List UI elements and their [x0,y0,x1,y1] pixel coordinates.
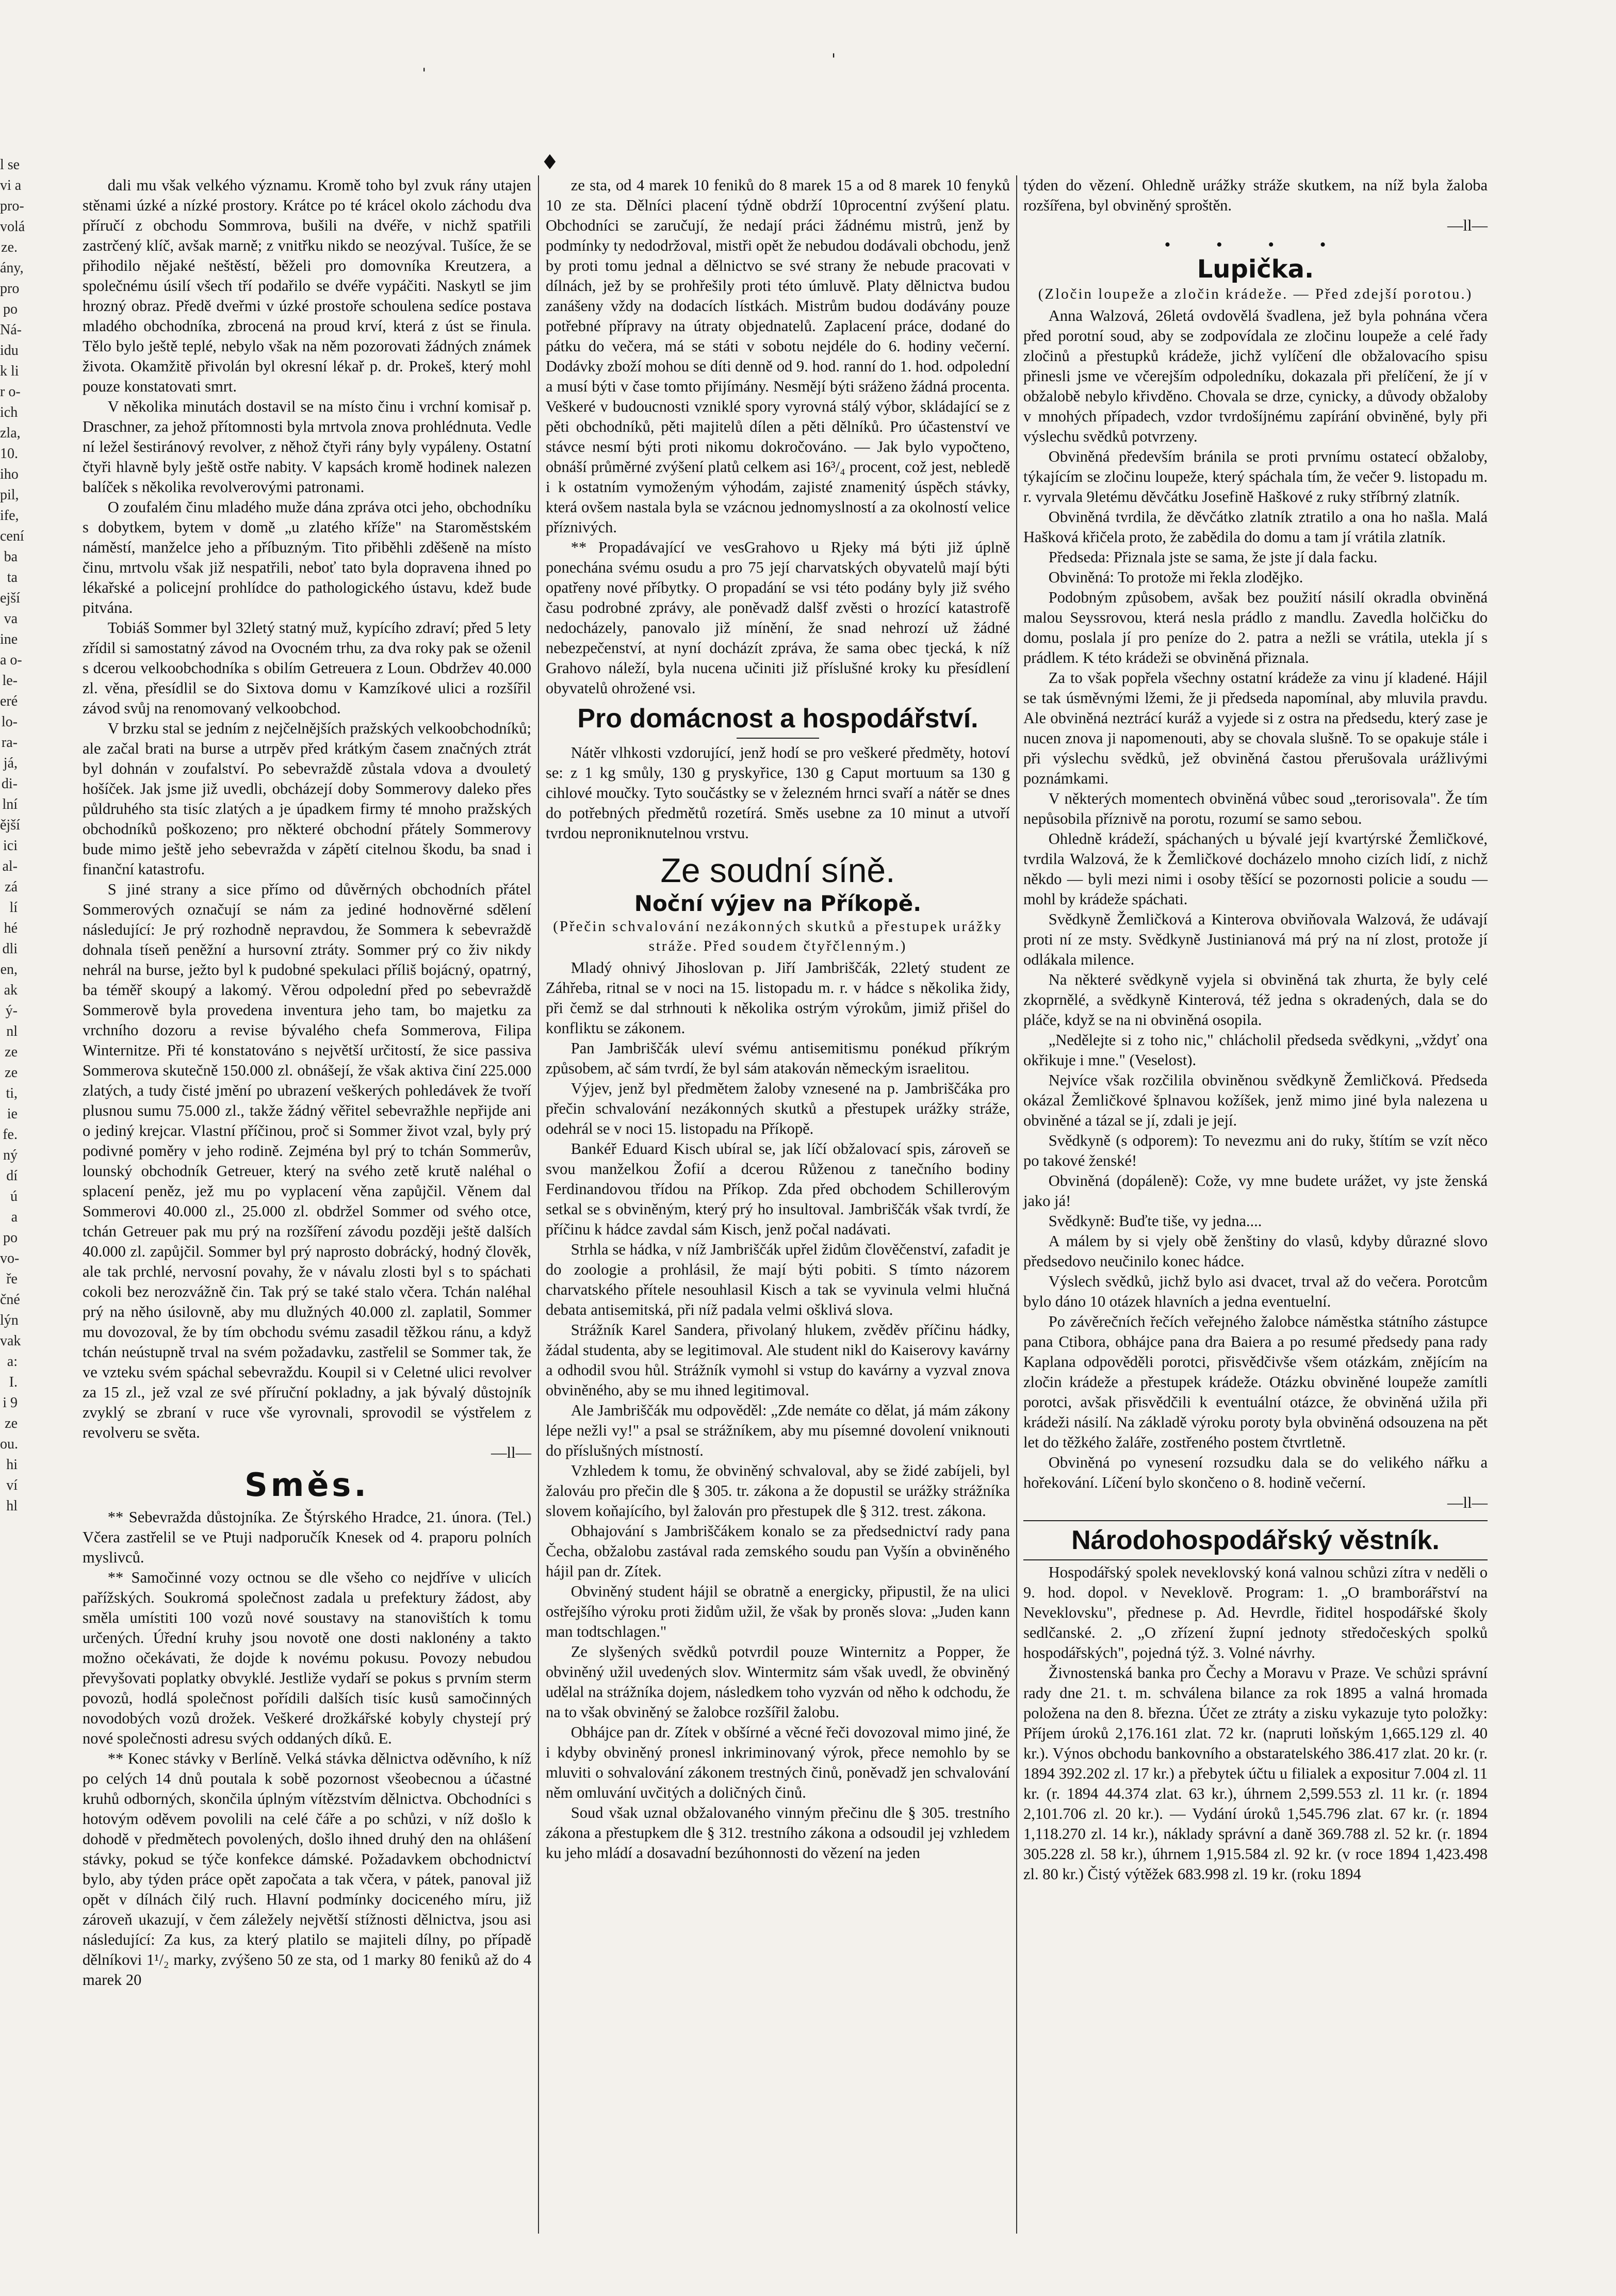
edge-fragment: a: [7,1354,18,1370]
court-paragraph: Mladý ohnivý Jihoslovan p. Jiří Jambriščák, 22letý student ze Záhřeba, ritnal se v noci na 15. listopadu m. r. v hádce s několika židy, při čemž se dal strhnouti k několika ostrým výrokům, jimiž přišel do konfliktu se zákonem. [546,959,1010,1037]
edge-fragment: ejší [0,590,20,606]
household-heading: Pro domácnost a hospodářství. [577,704,978,734]
column-divider-1 [538,175,539,2234]
lupicka-paragraph: A málem by si vjely obě ženštiny do vlasů, kdyby důrazné slovo předsedovo neučinilo konec hádce. [1023,1232,1488,1270]
edge-fragment: i 9 [3,1395,18,1411]
edge-fragment: ie [7,1106,18,1122]
edge-fragment: dli [2,941,18,957]
edge-fragment: ba [4,549,18,565]
edge-fragment: vo- [0,1250,20,1266]
economy-paragraph: Hospodářský spolek neveklovský koná valnou schůzi zítra v neděli o 9. hod. dopol. v Neveklově. Program: 1. „O bramborářství na Neveklovsku", přednese p. Ad. Hevrdle, řiditel hospodářské školy sedlčanské. 2. „O zřízení župní jednoty středočeských spolků hospodářských", pojedná týž. 3. Volné návrhy. [1023,1564,1488,1662]
edge-fragment: cení [0,528,24,544]
adjacent-page-edge [0,155,25,1960]
lupicka-paragraph: Ohledně krádeží, spáchaných u bývalé její kvartýrské Žemličkové, tvrdila Walzová, že k Žemličkové docházelo mnoho cizích lidí, z nichž někdo — byli mezi nimi i osoby těšící se pozornosti policie a soudu — mohl by krádeže spáchati. [1023,830,1488,908]
court-paragraph: Bankéř Eduard Kisch ubíral se, jak líčí obžalovací spis, zároveň se svou manželkou Žofií a dcerou Růženou z tanečního bodiny Ferdinandovou třídou na Příkop. Zda před obchodem Schillerovým setkal se s obviněným, který prý ho insultoval. Jambriščák však tvrdí, že příčinu k hádce zavdal sám Kisch, jenž počal nadávati. [546,1140,1010,1238]
lupicka-paragraph: Svědkyně: Buďte tiše, vy jedna.... [1048,1212,1262,1230]
edge-fragment: ány, [0,260,24,276]
edge-fragment: pil, [0,487,19,503]
lupicka-paragraph: Předseda: Přiznala jste se sama, že jste jí dala facku. [1048,548,1378,566]
col1-paragraph: O zoufalém činu mladého muže dána zpráva otci jeho, obchodníku s dobytkem, bytem v domě „u zlatého kříže" na Staroměstském náměstí, manželce jeho a příbuzným. Tito přiběhli zděšeně na místo činu, mrtvolu však již nespatřili, neboť tato byla dopravena ihned po lékařské a policejní prohlídce do pathologického ústavu, kdež bude pitvána. [83,498,531,616]
separator-dots: • • • • [1164,235,1347,254]
edge-fragment: pro [0,281,20,297]
edge-fragment: lo- [1,714,18,730]
col1-paragraph: Tobiáš Sommer byl 32letý statný muž, kypícího zdraví; před 5 lety zřídil si samostatný závod na Ovocném trhu, za dva roky pak se oženil s dcerou velkoobchodníka s obilím Getreuera z Loun. Obdržev 40.000 zl. věna, přesídlil se do Sixtova domu v Kamzíkové ulici a rozšířil závod svůj na renomovaný velkoobchod. [83,619,531,717]
column-divider-2 [1016,175,1017,2234]
edge-fragment: l se [0,157,20,173]
edge-fragment: ře [6,1271,18,1287]
edge-fragment: ější [0,817,20,833]
court-subtitle: Noční výjev na Příkopě. [634,891,922,916]
lupicka-paragraph: Obviněná (dopáleně): Cože, vy mne budete urážet, vy jste ženská jako já! [1023,1172,1488,1210]
edge-fragment: ti, [6,1085,18,1101]
edge-fragment: lní [2,796,18,812]
edge-fragment: čné [0,1292,20,1308]
lupicka-paragraph: Výslech svědků, jichž bylo asi dvacet, trval až do večera. Porotcům bylo dáno 10 otázek hlavních a jedna eventuelní. [1023,1273,1488,1310]
edge-fragment: ze. [1,239,18,255]
edge-fragment: hl [6,1498,18,1514]
edge-fragment: di- [1,776,18,792]
edge-fragment: ví [6,1477,18,1493]
court-paragraph: Obviněný student hájil se obratně a energicky, připustil, že na ulici ostřejšího výroku proti židům užil, že však by proněs slova: „Juden kann man todtschlagen." [546,1583,1010,1640]
edge-fragment: le- [2,673,18,689]
edge-fragment: ra- [1,735,18,751]
edge-fragment: idu [0,343,19,359]
court-paragraph: Obhájce pan dr. Zítek v obšírné a věcné řeči dovozoval mimo jiné, že i kdyby obviněný pronesl inkriminovaný výrok, přece nemohlo by se mluviti o sohvalování zákonem trestných činů, poněvadž jen schvalování něm omluvání uvčitých a doličných činů. [546,1723,1010,1801]
edge-fragment: vak [0,1333,21,1349]
edge-fragment: nl [6,1023,18,1039]
smes-heading: Směs. [244,1466,369,1504]
edge-fragment: r o- [0,384,21,400]
economy-heading: Národohospodářský věstník. [1023,1520,1488,1560]
edge-fragment: ich [0,404,18,420]
col2-paragraph: ze sta, od 4 marek 10 feniků do 8 marek 15 a od 8 marek 10 fenyků 10 ze sta. Dělníci placení týdně obdrží 10procentní zvýšení platu. Obchodníci se zaručují, že nedají práci žádnému mistrů, jenž by podmínky ty nedodržoval, mistři opět že nebudou dodávali obchodu, jenž by proti tomu jednal a dělnictvo se své strany že nebude pracovati v dílnách, jež by se prohřešily proti této úmluvě. Platy dělnictva budou zanášeny vždy na dodacích lístkách. Mistrům budou dodávány pouze potřebné přípravy na útraty objednatelů. Zaplacení práce, dodané do pátku do večera, má se státi v sobotu nejdéle do 6. hodiny večerní. Dodávky zboží mohou se díti denně od 9. hod. ranní do 1. hod. odpolední a musí býti v čase tomto přijímány. Nesmějí býti sráženo žádná procenta. Veškeré v budoucnosti vzniklé spory vyrovná stálý výbor, skládající se z pěti obchodníků, pěti majitelů dílen a pěti dělníků. Pro účastenství ve stávce nesmí býti proti nikomu dokročováno. — Jak bylo vypočteno, obnáší průměrné zvýšení platů celkem asi 16³/₄ procent, což jest, nebledě i k ostatním vymoženým výhodám, zajisté znamenitý úspěch stávky, která ovšem nastala byla se vzácnou jednomyslností a za okolností velice příznivých. [546,176,1010,536]
col1-paragraph: V brzku stal se jedním z nejčelnějších pražských velkoobchodníků; ale začal brati na burse a utrpěv před krátkým časem značných ztrát byl dohnán v zoufalství. Po sebevraždě zůstala vdova a dvouletý hošíček. Jak jsme již uvedli, obcházejí doby Sommerovy daleko přes půldruhého sta tisíc zlatých a je úpadkem firmy té mnoho pražských obchodníků poškozeno; pro některé obchodní přátely Sommerovy bude mimo ještě jeho sebevražda v zápětí citelnou škodu, ba snad i finanční katastrofu. [83,720,531,878]
edge-fragment: Ná- [0,322,22,338]
court-paragraph: Strhla se hádka, v níž Jambriščák upřel židům člověčenství, zafadit je do zoologie a prohlásil, že mají býti pobiti. S tímto názorem charvatského přítele nesouhlasil Kisch a tak se vyvinula velmi hlučná debata antisemitská, při níž padala velmi ošklivá slova. [546,1241,1010,1318]
lupicka-heading: Lupička. [1197,255,1314,284]
court-paragraph: Pan Jambriščák uleví svému antisemitismu ponékud příkrým způsobem, ač sám tvrdí, že byl sám atakován německým israelitou. [546,1039,1010,1077]
court-paragraph: Ale Jambriščák mu odpověděl: „Zde nemáte co dělat, já mám zákony lépe nežli vy!" a psal se strážníkem, aby mu písemné dovolení vniknouti do příslušných místností. [546,1402,1010,1459]
edge-fragment: zá [5,879,18,895]
edge-fragment: I. [9,1374,18,1390]
page-mark-top-center: ' [831,51,836,69]
edge-fragment: zla, [0,425,21,441]
edge-fragment: hi [6,1457,18,1473]
lupicka-paragraph: „Nedělejte si z toho nic," chlácholil předseda svědkyni, „vždyť ona okřikuje i mne." (Veselost). [1023,1031,1488,1069]
smes-paragraph: ** Sebevražda důstojníka. Ze Štýrského Hradce, 21. února. (Tel.) Včera zastřelil se ve Ptuji nadporučík Knesek od 4. praporu polních myslivců. [83,1508,531,1566]
lupicka-paragraph: Obviněná: To protože mi řekla zlodějko. [1048,568,1303,586]
lupicka-paragraph: Obviněná tvrdila, že děvčátko zlatník ztratilo a ona ho našla. Malá Hašková křičela proto, že zabědila do domu a tam jí vrátila zlatník. [1023,508,1488,546]
edge-fragment: ze [5,1065,18,1081]
lupicka-paragraph: Svědkyně Žemličková a Kinterova obviňovala Walzová, že udávají proti ní ze msty. Svědkyně Justinianová má prý na ní zlost, protože jí odlákala milence. [1023,910,1488,968]
economy-paragraph: Živnostenská banka pro Čechy a Moravu v Praze. Ve schůzi správní rady dne 21. t. m. schválena bilance za rok 1895 a valná hromada položena na den 8. března. Účet ze ztráty a zisku vykazuje tyto položky: Příjem úroků 2,176.161 zlat. 72 kr. (napruti loňským 1,665.129 zl. 40 kr.). Výnos obchodu bankovního a obstaratelského 386.417 zlat. 20 kr. (r. 1894 392.202 zl. 17 kr.) a přebytek účtu u filialek a expositur 7.004 zl. 11 kr. (r. 1894 44.374 zlat. 63 kr.), úhrnem 2,599.553 zl. 11 kr. (r. 1894 2,101.706 zl. 20 kr.). — Vydání úroků 1,545.796 zlat. 67 kr. (r. 1894 1,118.270 zl. 14 kr.), náklady správní a daně 369.788 zl. 52 kr. (r. 1894 305.228 zl. 58 kr.), úhrnem 1,915.584 zl. 92 kr. (v roce 1894 1,423.498 zl. 80 kr.) Čistý výtěžek 683.998 zl. 19 kr. (roku 1894 [1023,1664,1488,1883]
edge-fragment: vi a [0,177,22,193]
edge-fragment: eré [0,693,18,709]
edge-fragment: k li [0,363,19,379]
edge-fragment: pro- [0,198,24,214]
edge-fragment: en, [0,962,18,978]
lupicka-paragraph: Za to však popřela všechny ostatní krádeže za vinu jí kladené. Hájil se tak úsměvnými lžemi, že ji předseda napomínal, aby mluvila pravdu. Ale obviněná neztrácí kuráž a vyjede si z ostra na předsedu, který zase je nucen znova ji napomenouti, aby se chovala slušně. To se opakuje stále i při výslechu svědků, jež obviněná častou přerušovala urážlivými poznámkami. [1023,669,1488,787]
court-article [546,958,1010,1863]
edge-fragment: já, [3,755,18,771]
lupicka-paragraph: Na některé svědkyně vyjela si obviněná tak zhurta, že byly celé zkoprnělé, a svědkyně Kinterová, též jedna s okradených, dala se do pláče, když se na ni obviněná osopila. [1023,971,1488,1029]
edge-fragment: volá [0,219,25,235]
lupicka-paragraph: Anna Walzová, 26letá ovdovělá švadlena, jež byla pohnána včera před porotní soud, aby se zodpovídala ze zločinu loupeže a celé řady zločinů a přestupků krádeže, jichž vylíčení dle obžalovacího spisu přinesli jsme ve včerejším odpoledníku, dokazala při přelíčení, že jí v obžalobě nebylo křivděno. Chovala se drze, cynicky, a důvody obžaloby v mnohých případech, vzdor tvrdošíjnému zapírání obviněné, byly při výslechu svědků potvrzeny. [1023,307,1488,445]
col3-top-signature: —ll— [1447,217,1488,234]
col3-top-paragraph: týden do vězení. Ohledně urážky stráže skutkem, na níž byla žaloba rozšířena, byl obviněný sproštěn. [1023,176,1488,214]
heading-rule [737,738,819,739]
edge-fragment: fe. [3,1127,18,1143]
court-heading: Ze soudní síně. [660,851,895,889]
edge-fragment: a o- [0,652,22,668]
edge-fragment: ine [0,631,18,647]
col2-paragraph: ** Propadávající ve vesGrahovo u Rjeky má býti již úplně ponechána svému osudu a pro 75 její charvatských obyvatelů mají býti opatřeny nové příbytky. O propadání se vsi této podány byly již svého času podrobné zprávy, ale poněvadž dalšf zvěsti o hrozící katastrofě nedocházely, panovalo již mínění, že snad nehrozí už žádné nebezpečenství, at nyní docházít zpráva, že sama obec tjecká, k níž Grahovo náleží, byla nucena učiniti již příslušné kroky ku přesídlení obyvatelů ohrožené vsi. [546,539,1010,697]
edge-fragment: a [11,1209,18,1225]
edge-fragment: hé [4,920,18,936]
edge-fragment: al- [2,858,18,874]
household-text: Nátěr vlhkosti vzdorující, jenž hodí se pro veškeré předměty, hotoví se: z 1 kg smůly, 130 g pryskyřice, 130 g Caput mortuum sa 130 g cihlové moučky. Tyto součástky se v železném hrnci svaří a nátěr se dnes do potřebných předmětů rozetírá. Směs usebne za 10 minut a utvoří tvrdou neproniknutelnou vrstvu. [546,744,1010,842]
lupicka-paragraph: Po závěrečních řečích veřejného žalobce náměstka státního zástupce pana Ctibora, obhájce pana dra Baiera a po resumé předsedy pana rady Kaplana odpověděli porotci, přisvědčivše všem otázkám, znějícím na zločin krádeže a přestupek krádeže. Otázku obviněné loupeže zamítli porotci, avšak přisvědčili k eventuální otázce, že obviněná užila při krádeži násilí. Na základě výroku poroty byla obviněná odsouzena na pět let do těžkého žaláře, zostřeného postem čtvrtletně. [1023,1313,1488,1451]
edge-fragment: ici [3,838,18,854]
court-paragraph: Vzhledem k tomu, že obviněný schvaloval, aby se židé zabíjeli, byl žalováu pro přečin dle § 305. tr. zákona a že dopustil se urážky strážníka slovem koňajícího, byl žalován pro přestupek dle § 312. trest. zákona. [546,1462,1010,1520]
edge-fragment: iho [0,466,19,482]
edge-fragment: ný [3,1147,18,1163]
edge-fragment: dí [6,1168,18,1184]
column-1 [83,175,531,2234]
edge-fragment: ze [5,1044,18,1060]
edge-fragment: po [3,1230,18,1246]
edge-fragment: po [3,301,18,317]
edge-fragment: ze [5,1415,18,1431]
lupicka-paragraph: Nejvíce však rozčilila obviněnou svědkyně Žemličková. Předseda okázal Žemličkové šplnavou kožíšek, jenž mimo jiné byla nalezena u obviněné a tázal se jí, zdali je její. [1023,1071,1488,1129]
col1-signature: —ll— [491,1444,531,1461]
lupicka-paragraph: Svědkyně (s odporem): To nevezmu ani do ruky, štítím se vzít něco po takové ženské! [1023,1132,1488,1169]
edge-fragment: lýn [0,1312,19,1328]
economy-section [1023,1562,1488,1884]
col1-paragraph: V několika minutách dostavil se na místo činu i vrchní komisař p. Draschner, za jehož přítomnosti byla mrtvola znova prohlédnuta. Vedle ní ležel šestiránový revolver, z něhož čtyři rány byly vypáleny. Ostatní čtyři hlavně byly ještě ostře nabity. V kapsách kromě hodinek nalezen balíček s několika revolverovými patronami. [83,398,531,496]
smes-paragraph: ** Konec stávky v Berlíně. Velká stávka dělnictva oděvního, k níž po celých 14 dnů poutala k sobě pozornost všeobecnou a účastné kruhů odborných, skončila úplným vítězstvím dělnictva. Obchodníci s hotovým oděvem povolili na celé čáře a po schůzi, v níž došlo k dohodě v předmětech povolených, došlo ihned druhý den na ohlášení stávky, pokud se týče konfekce dámské. Požadavkem obchodnictví bylo, aby týden práce opět započata a tak včera, v pátek, panoval již opět v dílnách čilý ruch. Hlavní podmínky dociceného míru, již zároveň ukazují, v čem záležely největší stížnosti dělnictva, jsou asi následující: Za kus, za který platilo se majiteli dílny, po případě dělníkovi 1¹/₂ marky, zvýšeno 50 ze sta, od 1 marky 80 feniků až do 4 marek 20 [83,1750,531,1989]
column-3 [1023,175,1488,2234]
court-paragraph: Ze slyšených svědků potvrdil pouze Winternitz a Popper, že obviněný užil uvedených slov. Wintermitz sám však uvedl, že obviněný udělal na strážníka dojem, následkem toho vyzván od něho k odchodu, že na to však obviněný se žalobce rozšířil žalobu. [546,1643,1010,1721]
lupicka-article [1023,306,1488,1493]
edge-fragment: 10. [0,446,18,462]
edge-fragment: ife, [0,508,19,524]
edge-fragment: ta [7,569,18,585]
lupicka-paragraph: Obviněná především bránila se proti prvnímu ostatecí obžaloby, týkajícím se zločinu loupeže, který spáchala tím, že večer 9. listopadu m. r. vyrvala 9letému děvčátku Josefině Haškové z ruky stříbrný zlatník. [1023,448,1488,506]
edge-fragment: lí [9,900,18,916]
col1-article-body [83,175,531,1443]
edge-fragment: ak [4,982,18,998]
smes-paragraph: ** Samočinné vozy octnou se dle všeho co nejdříve v ulicích pařížských. Soukromá společnost zadala u prefektury žádost, aby směla umístiti 100 vozů nové soustavy na stanovištích k tomu určených. Úřední kruhy jsou novotě one dosti naklonény a takto možno očekávati, že dojde k novému pokusu. Povozy nebudou převyšovati poplatky obvyklé. Jestliže vydaří se pokus s prvním sterm povozů, hodlá společnost pořídili dalších tisíc kusů samočinných novodobých vozů drožek. Veškeré drožkářské kobyly chystejí prý nové společnosti adresu svých oddaných díků. E. [83,1569,531,1747]
page-mark-ornament: ♦ [541,151,559,174]
court-note: (Přečin schvalování nezákonných skutků a přestupek urážky stráže. Před soudem čtyřčlenným.) [553,918,1003,954]
smes-section [83,1507,531,1990]
court-paragraph: Obhajování s Jambriščákem konalo se za předsednictví rady pana Čecha, obžalobu zastával rada zemského soudu pan Vyšín a obviněného hájil pan dr. Zítek. [546,1522,1010,1580]
edge-fragment: ú [10,1188,18,1204]
edge-fragment: va [4,611,18,627]
lupicka-signature: —ll— [1447,1494,1488,1511]
column-2 [546,175,1010,2234]
court-paragraph: Strážník Karel Sandera, přivolaný hlukem, zvěděv příčinu hádky, žádal studenta, aby se legitimoval. Ale student nikl do Kaiserovy kavárny a odhodil svou hůl. Strážník vymohl si vstup do kavárny a vyzval znova obviněného, aby se mu ihned legitimoval. [546,1321,1010,1399]
court-paragraph: Výjev, jenž byl předmětem žaloby vznesené na p. Jambriščáka pro přečin schvalování nezákonných skutků a přestupek urážky stráže, odehrál se v noci 15. listopadu na Příkopě. [546,1080,1010,1137]
col2-article-body [546,175,1010,698]
col1-paragraph: dali mu však velkého významu. Kromě toho byl zvuk rány utajen stěnami úzké a nízké prostory. Krátce po té krácel okolo záchodu dva příručí z obchodu Sommrova, bušili na dvéře, v nichž spatřili zastrčený klíč, avšak marně; z vnitřku nikdo se neozýval. Tušíce, že se přihodilo nějaké neštěstí, běželi pro domovníka Kreutzera, a společnému úsilí všech tří podařilo se dvéře vypáčiti. Naskytl se jim hrozný obraz. Předě dveřmi v úzké prostoře schoulena sedíce postava mladého obchodníka, zbrocená na proud krví, která z úst se řinula. Tělo bylo ještě teplé, nebylo však na něm pozorovati žádných známek života. Okamžitě přivolán byl okresní lékař p. dr. Prokeš, který mohl pouze konstatovati smrt. [83,176,531,395]
edge-fragment: ou. [0,1436,18,1452]
edge-fragment: ý- [5,1003,18,1019]
lupicka-paragraph: V některých momentech obviněná vůbec soud „terorisovala". Že tím nepůsobila příznivě na porotu, rozumí se samo sebou. [1023,790,1488,827]
lupicka-note: (Zločin loupeže a zločin krádeže. — Před zdejší porotou.) [1038,286,1473,302]
lupicka-paragraph: Podobným způsobem, avšak bez použití násilí okradla obviněná malou Seyssrovou, která nesla prádlo z mandlu. Zavedla holčičku do domu, poslala jí pro peníze do 2. patra a nežli se vrátila, utekla jí s prádlem. K této krádeži se obviněná přiznala. [1023,589,1488,666]
col1-paragraph: S jiné strany a sice přímo od důvěrných obchodních přátel Sommerových označují se nám za jediné hodnověrné sdělení následující: Je prý rozhodně nepravdou, že Sommera k sebevraždě dohnala tíseň peněžní a hursovní ztráty. Sommer prý co živ nikdy nehrál na burse, ježto byl k pudobné spekulaci příliš bojácný, opatrný, ba téměř skoupý a lakomý. Věrou odpolední před po sebevraždě Sommerově byla provedena inventura jeho tam, bo majetku za vrchního dozoru a revise bývalého chefa Sommerova, Filipa Winternitze. Při té konstatováno s největší určitostí, že sice passiva Sommerova skutečně 150.000 zl. obnášejí, že však aktiva činí 225.000 zlatých, a tudy čisté jmění po ubrazení veškerých pohledávek že tvoří plusnou sumu 75.000 zl., takže žádný věřitel sebevražhle nepřijde ani o jediný krejcar. Vlastní příčinou, proč si Sommer život vzal, byly prý podivné poměry v jeho rodině. Zejména byl prý to tchán Sommerův, lounský obchodník Getreuer, který na svého zetě krutě naléhal o splacení peněz, jež mu po vyplacení věna zapůjčil. Věnem dal Sommerovi 40.000 zl., 25.000 zl. obdržel Sommer od svého otce, tchán Getreuer pak mu prý na rozšíření závodu později ještě dalších 40.000 zl. zapůjčil. Sommer byl prý naprosto dobrácký, hodný člověk, ale tak prchlé, nervosní povahy, že v návalu zlosti byl s to spáchati cokoli bez nerozvážně čin. Tak prý se také stalo včera. Tchán naléhal prý na něho úsilovně, aby mu dlužných 40.000 zl. zaplatil, Sommer mu dovozoval, že by tím obchodu svému zasadil těžkou ránu, a když tchán neústupně trval na svém požadavku, zastřelil se Sommer tak, že ve vzteku svém spáchal sebevraždu. Koupil si v Celetné ulici revolver za 15 zl., jež vzal ze své příruční pokladny, a jak bývalý důstojník zvyklý se zbraní v ruce vše vyrovnali, sprovodil se výstřelem z revolveru se světa. [83,881,531,1441]
court-paragraph: Soud však uznal obžalovaného vinným přečinu dle § 305. trestního zákona a přestupkem dle § 312. trestního zákona a odsoudil jej vzhledem ku jeho mládí a dosavadní bezúhonnosti do vězení na jeden [546,1804,1010,1862]
lupicka-paragraph: Obviněná po vynesení rozsudku dala se do velikého nářku a hořekování. Líčení bylo skončeno o 8. hodině večerní. [1023,1454,1488,1491]
page-mark-top: ˌ [422,56,427,74]
